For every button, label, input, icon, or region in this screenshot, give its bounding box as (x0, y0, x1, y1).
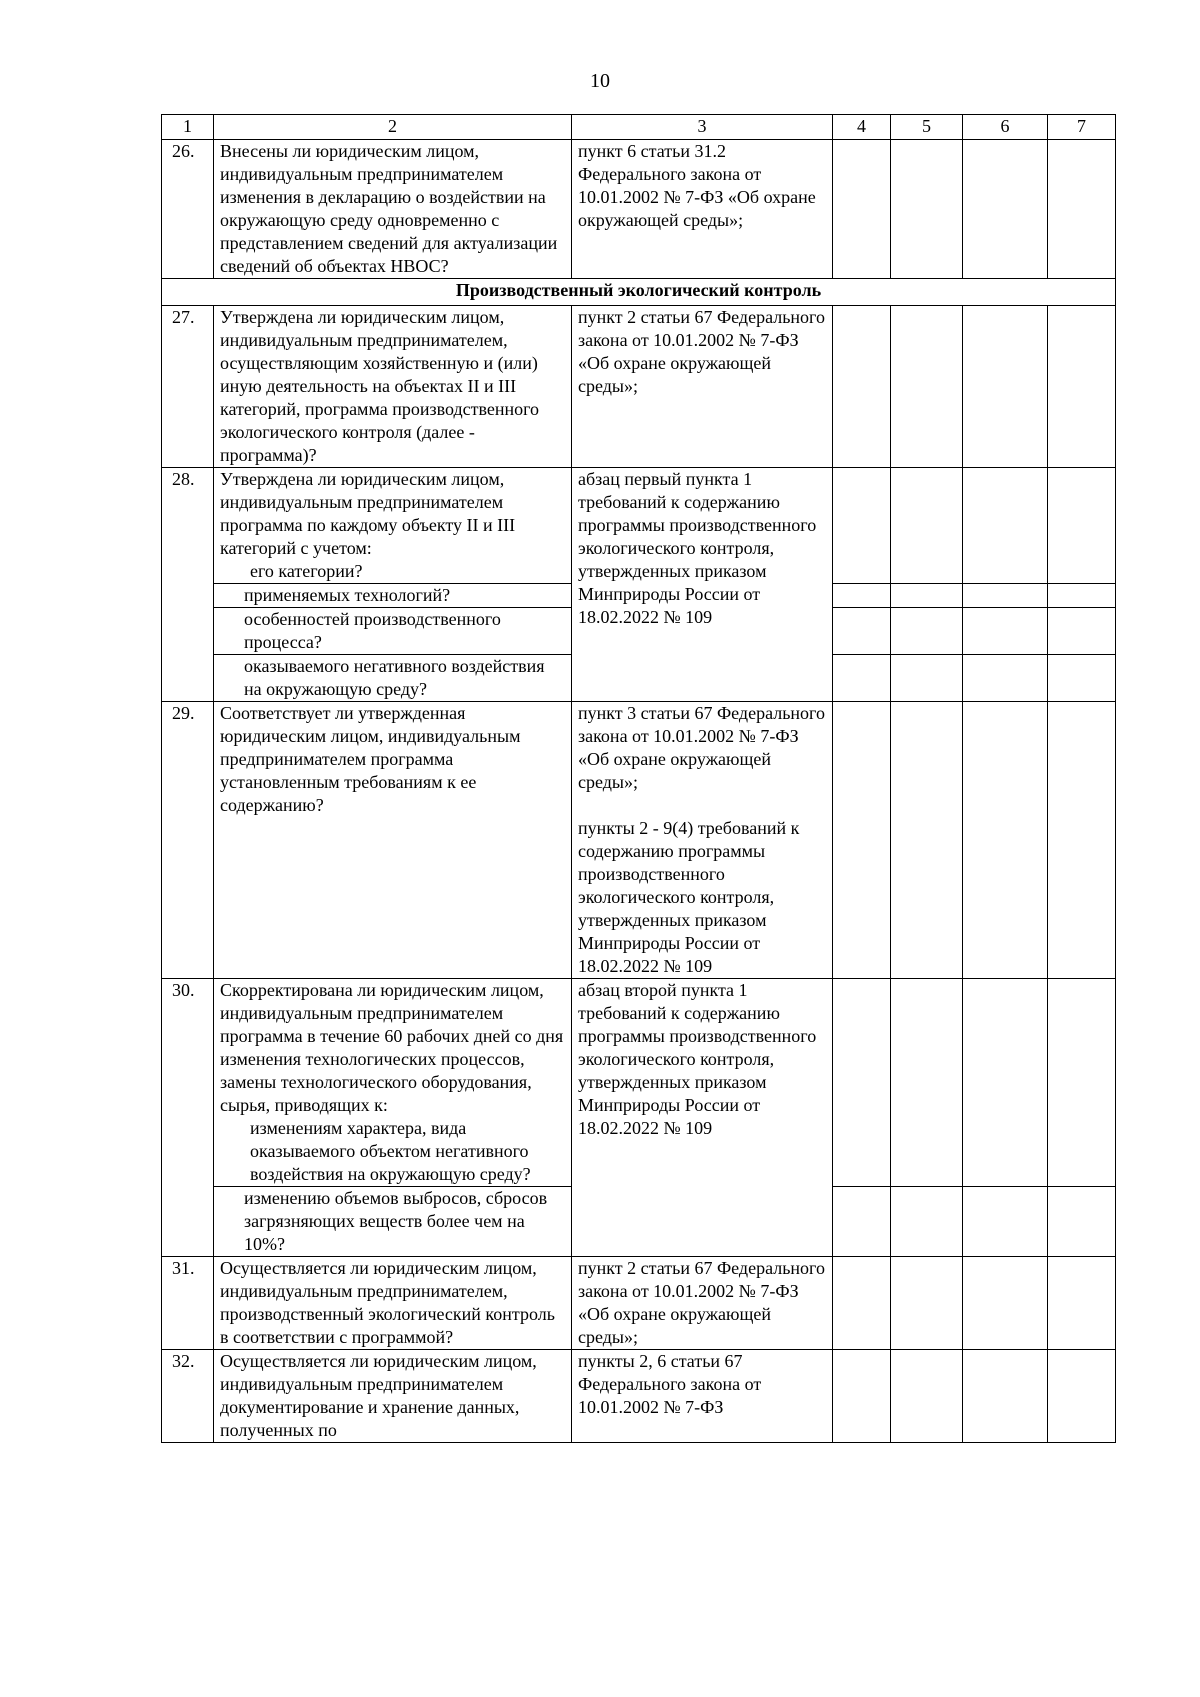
answer-cell[interactable] (1048, 468, 1116, 584)
answer-cell[interactable] (963, 1187, 1048, 1257)
question-cell: Утверждена ли юридическим лицом, индивидуальным предпринимателем, осуществляющим хозяйственную и (или) иную деятельность на объектах II и III категорий, программа производственного экологического контроля (далее - программа)? (214, 306, 572, 468)
row-number: 31. (162, 1257, 214, 1350)
table-row (162, 468, 1116, 584)
sub-question: особенностей производственного процесса? (214, 608, 572, 655)
reference-cell: абзац первый пункта 1 требований к содержанию программы производственного экологического контроля, утвержденных приказом Минприроды России от 18.02.2022 № 109 (572, 468, 833, 702)
answer-cell[interactable] (833, 1350, 891, 1443)
answer-cell[interactable] (891, 702, 963, 979)
answer-cell[interactable] (833, 655, 891, 702)
question-cell (214, 979, 572, 1187)
answer-cell[interactable] (1048, 140, 1116, 279)
column-header: 4 (833, 115, 891, 140)
reference-text: пункты 2 - 9(4) требований к содержанию программы производственного экологического контроля, утвержденных приказом Минприроды России от 18.02.2022 № 109 (578, 818, 800, 976)
answer-cell[interactable] (891, 584, 963, 608)
answer-cell[interactable] (833, 979, 891, 1187)
answer-cell[interactable] (833, 608, 891, 655)
answer-cell[interactable] (963, 1257, 1048, 1350)
answer-cell[interactable] (833, 468, 891, 584)
sub-question: применяемых технологий? (214, 584, 572, 608)
answer-cell[interactable] (963, 306, 1048, 468)
row-number: 32. (162, 1350, 214, 1443)
answer-cell[interactable] (963, 1350, 1048, 1443)
answer-cell[interactable] (1048, 655, 1116, 702)
question-cell: Соответствует ли утвержденная юридическим лицом, индивидуальным предпринимателем программа установленным требованиям к ее содержанию? (214, 702, 572, 979)
question-cell: Осуществляется ли юридическим лицом, индивидуальным предпринимателем, производственный экологический контроль в соответствии с программой? (214, 1257, 572, 1350)
checklist-table (161, 114, 1116, 1443)
answer-cell[interactable] (1048, 584, 1116, 608)
answer-cell[interactable] (833, 1187, 891, 1257)
question-cell: Внесены ли юридическим лицом, индивидуальным предпринимателем изменения в декларацию о воздействии на окружающую среду одновременно с представлением сведений для актуализации сведений об объектах НВОС? (214, 140, 572, 279)
answer-cell[interactable] (891, 608, 963, 655)
question-text: Утверждена ли юридическим лицом, индивидуальным предпринимателем программа по каждому объекту II и III категорий с учетом: (220, 469, 516, 558)
answer-cell[interactable] (833, 702, 891, 979)
answer-cell[interactable] (1048, 979, 1116, 1187)
answer-cell[interactable] (963, 468, 1048, 584)
table-row (162, 1257, 1116, 1350)
question-text: Скорректирована ли юридическим лицом, индивидуальным предпринимателем программа в течение 60 рабочих дней со дня изменения технологических процессов, замены технологического оборудования, сырья, приводящих к: (220, 980, 564, 1115)
sub-question: изменению объемов выбросов, сбросов загрязняющих веществ более чем на 10%? (214, 1187, 572, 1257)
sub-question: изменениям характера, вида оказываемого объектом негативного воздействия на окружающую среду? (250, 1118, 531, 1184)
table-row (162, 1350, 1116, 1443)
row-number: 28. (162, 468, 214, 702)
answer-cell[interactable] (833, 140, 891, 279)
column-header: 5 (891, 115, 963, 140)
table-row (162, 140, 1116, 279)
answer-cell[interactable] (891, 140, 963, 279)
answer-cell[interactable] (1048, 1257, 1116, 1350)
reference-cell: пункты 2, 6 статьи 67 Федерального закона от 10.01.2002 № 7-ФЗ (572, 1350, 833, 1443)
answer-cell[interactable] (1048, 702, 1116, 979)
sub-question: оказываемого негативного воздействия на окружающую среду? (214, 655, 572, 702)
section-header-row (162, 279, 1116, 306)
column-header: 1 (162, 115, 214, 140)
answer-cell[interactable] (1048, 306, 1116, 468)
answer-cell[interactable] (891, 1187, 963, 1257)
answer-cell[interactable] (963, 979, 1048, 1187)
answer-cell[interactable] (891, 1350, 963, 1443)
answer-cell[interactable] (1048, 1350, 1116, 1443)
reference-cell: пункт 2 статьи 67 Федерального закона от 10.01.2002 № 7-ФЗ «Об охране окружающей среды»; (572, 1257, 833, 1350)
row-number: 29. (162, 702, 214, 979)
answer-cell[interactable] (963, 608, 1048, 655)
reference-cell: пункт 6 статьи 31.2 Федерального закона от 10.01.2002 № 7-ФЗ «Об охране окружающей среды»; (572, 140, 833, 279)
sub-question: его категории? (250, 561, 363, 581)
answer-cell[interactable] (833, 1257, 891, 1350)
answer-cell[interactable] (891, 1257, 963, 1350)
column-number-row (162, 115, 1116, 140)
answer-cell[interactable] (1048, 1187, 1116, 1257)
answer-cell[interactable] (1048, 608, 1116, 655)
answer-cell[interactable] (963, 702, 1048, 979)
question-cell: Осуществляется ли юридическим лицом, индивидуальным предпринимателем документирование и хранение данных, полученных по (214, 1350, 572, 1443)
answer-cell[interactable] (963, 584, 1048, 608)
answer-cell[interactable] (833, 584, 891, 608)
column-header: 7 (1048, 115, 1116, 140)
row-number: 30. (162, 979, 214, 1257)
answer-cell[interactable] (891, 306, 963, 468)
row-number: 27. (162, 306, 214, 468)
question-cell (214, 468, 572, 584)
answer-cell[interactable] (963, 140, 1048, 279)
reference-cell (572, 702, 833, 979)
reference-cell: абзац второй пункта 1 требований к содержанию программы производственного экологического контроля, утвержденных приказом Минприроды России от 18.02.2022 № 109 (572, 979, 833, 1257)
answer-cell[interactable] (963, 655, 1048, 702)
table-row (162, 306, 1116, 468)
section-title: Производственный экологический контроль (162, 279, 1116, 306)
reference-text: пункт 3 статьи 67 Федерального закона от 10.01.2002 № 7-ФЗ «Об охране окружающей среды»; (578, 703, 825, 792)
reference-cell: пункт 2 статьи 67 Федерального закона от 10.01.2002 № 7-ФЗ «Об охране окружающей среды»; (572, 306, 833, 468)
answer-cell[interactable] (891, 468, 963, 584)
answer-cell[interactable] (891, 655, 963, 702)
row-number: 26. (162, 140, 214, 279)
answer-cell[interactable] (891, 979, 963, 1187)
table-row (162, 702, 1116, 979)
page-number: 10 (590, 70, 610, 92)
column-header: 3 (572, 115, 833, 140)
table-row (162, 979, 1116, 1187)
column-header: 6 (963, 115, 1048, 140)
column-header: 2 (214, 115, 572, 140)
answer-cell[interactable] (833, 306, 891, 468)
